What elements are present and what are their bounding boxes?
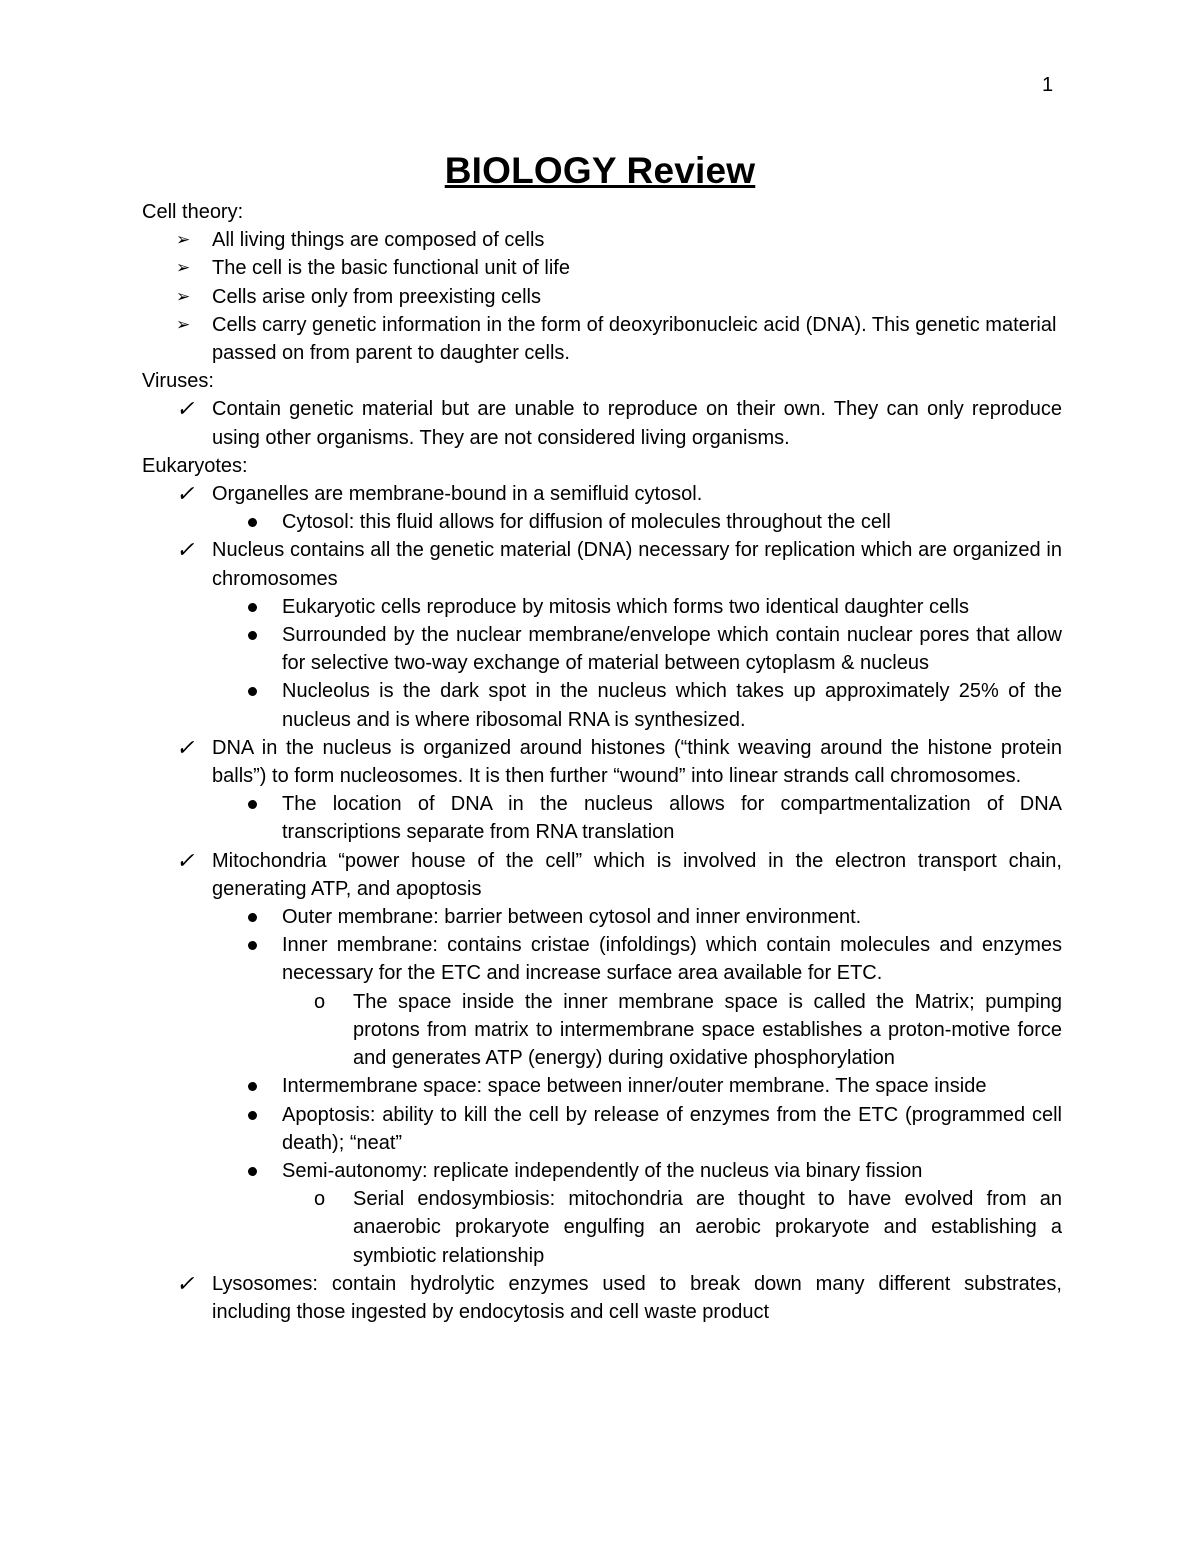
- list-item-mitochondria: ✓ Mitochondria “power house of the cell” which is involved in the electron transport chain, generating ATP, and apoptosis: [176, 847, 1062, 900]
- list-item: ➢ All living things are composed of cells: [142, 226, 1062, 254]
- list-item: ➢ The cell is the basic functional unit of life: [142, 254, 1062, 282]
- list-item: Surrounded by the nuclear membrane/envelope which contain nuclear pores that allow for selective two-way exchange of material between cytoplasm & nucleus: [142, 621, 1062, 677]
- circle-bullet-icon: o: [314, 1188, 326, 1211]
- document-body: [142, 198, 1062, 1326]
- checkmark-icon: ✓: [176, 537, 195, 563]
- list-item: Semi-autonomy: replicate independently of the nucleus via binary fission: [142, 1157, 1062, 1185]
- list-item-lysosomes: ✓ Lysosomes: contain hydrolytic enzymes used to break down many different substrates, including those ingested by endocytosis and cell waste product: [176, 1270, 1062, 1323]
- list-item: o Serial endosymbiosis: mitochondria are thought to have evolved from an anaerobic prokaryote engulfing an aerobic prokaryote and establishing a symbiotic relationship: [142, 1185, 1062, 1270]
- bullet-dot-icon: [248, 1082, 257, 1091]
- bullet-dot-icon: [248, 941, 257, 950]
- document-title: BIOLOGY Review: [444, 150, 756, 191]
- arrow-bullet-icon: ➢: [176, 314, 191, 334]
- checkmark-icon: ✓: [176, 396, 195, 422]
- arrow-bullet-icon: ➢: [176, 230, 191, 250]
- circle-bullet-icon: o: [314, 990, 326, 1013]
- bullet-dot-icon: [248, 800, 257, 809]
- bullet-dot-icon: [248, 1167, 257, 1176]
- section-heading-cell-theory: Cell theory:: [142, 201, 244, 223]
- checkmark-icon: ✓: [176, 1270, 195, 1296]
- bullet-dot-icon: [248, 913, 257, 922]
- list-item: o The space inside the inner membrane space is called the Matrix; pumping protons from matrix to intermembrane space establishes a proton-motive force and generates ATP (energy) during oxidative phosphorylation: [142, 988, 1062, 1073]
- list-item: Cytosol: this fluid allows for diffusion of molecules throughout the cell: [142, 508, 1062, 536]
- list-item: ➢ Cells arise only from preexisting cells: [142, 283, 1062, 311]
- list-item: Apoptosis: ability to kill the cell by release of enzymes from the ETC (programmed cell death); “neat”: [142, 1101, 1062, 1157]
- section-heading-viruses: Viruses:: [142, 370, 214, 393]
- list-item-nucleus: ✓ Nucleus contains all the genetic material (DNA) necessary for replication which are organized in chromosomes: [176, 537, 1062, 590]
- bullet-dot-icon: [248, 687, 257, 696]
- checkmark-icon: ✓: [176, 481, 195, 507]
- arrow-bullet-icon: ➢: [176, 258, 191, 278]
- list-item: ➢ Cells carry genetic information in the form of deoxyribonucleic acid (DNA). This genetic material passed on from parent to daughter cells.: [142, 311, 1062, 367]
- arrow-bullet-icon: ➢: [176, 286, 191, 306]
- bullet-dot-icon: [248, 603, 257, 612]
- page-number: 1: [1042, 74, 1054, 96]
- list-item: Inner membrane: contains cristae (infoldings) which contain molecules and enzymes necessary for the ETC and increase surface area available for ETC.: [142, 931, 1062, 987]
- list-item: Nucleolus is the dark spot in the nucleus which takes up approximately 25% of the nucleus and is where ribosomal RNA is synthesized.: [142, 677, 1062, 733]
- bullet-dot-icon: [248, 631, 257, 640]
- list-item: Eukaryotic cells reproduce by mitosis which forms two identical daughter cells: [142, 593, 1062, 621]
- bullet-dot-icon: [248, 1111, 257, 1120]
- list-item: Outer membrane: barrier between cytosol and inner environment.: [142, 903, 1062, 931]
- bullet-dot-icon: [248, 518, 257, 527]
- section-heading-eukaryotes: Eukaryotes:: [142, 454, 248, 477]
- list-item-organelles: ✓ Organelles are membrane-bound in a semifluid cytosol.: [142, 480, 1062, 508]
- list-item: ✓ Contain genetic material but are unable to reproduce on their own. They can only reproduce using other organisms. They are not considered living organisms.: [176, 396, 1062, 449]
- checkmark-icon: ✓: [176, 847, 195, 873]
- list-item: Intermembrane space: space between inner/outer membrane. The space inside: [142, 1072, 1062, 1100]
- list-item-dna: ✓ DNA in the nucleus is organized around histones (“think weaving around the histone protein balls”) to form nucleosomes. It is then further “wound” into linear strands call chromosomes.: [176, 734, 1062, 788]
- list-item: The location of DNA in the nucleus allows for compartmentalization of DNA transcriptions separate from RNA translation: [142, 790, 1062, 846]
- checkmark-icon: ✓: [176, 734, 195, 760]
